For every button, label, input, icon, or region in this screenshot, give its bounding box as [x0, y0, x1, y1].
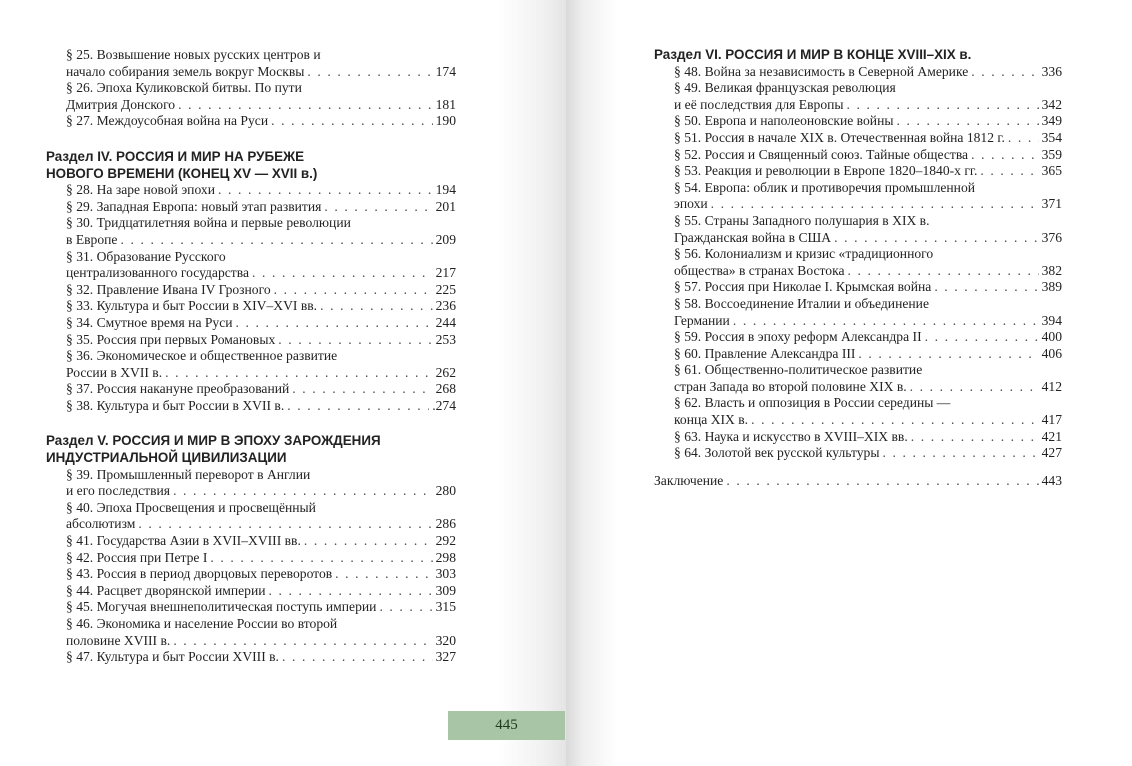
toc-entry [654, 296, 1062, 329]
conclusion-page-number: 443 [1041, 472, 1062, 488]
dot-leader [711, 196, 1039, 213]
section-heading-line: Раздел VI. РОССИЯ И МИР В КОНЦЕ XVIII–XIX в. [654, 47, 972, 62]
toc-entry [654, 429, 1062, 446]
toc-entry [654, 180, 1062, 213]
entry-last-line [66, 533, 456, 550]
dot-leader [178, 97, 433, 114]
dot-leader [304, 533, 433, 550]
entry-page-number: 349 [1041, 113, 1062, 129]
entry-page-number: 394 [1041, 312, 1062, 328]
dot-leader [292, 381, 432, 398]
section-heading [46, 433, 456, 466]
entry-last-line [674, 279, 1062, 296]
entry-page-number: 303 [435, 566, 456, 582]
entry-last-line [674, 113, 1062, 130]
dot-leader [848, 263, 1039, 280]
entry-page-number: 342 [1041, 96, 1062, 112]
entry-title-line: Дмитрия Донского [66, 96, 176, 112]
entry-last-line [66, 332, 456, 349]
entry-last-line [66, 182, 456, 199]
entry-page-number: 181 [435, 96, 456, 112]
entry-page-number: 268 [435, 381, 456, 397]
entry-last-line [674, 64, 1062, 81]
entry-last-line [66, 265, 456, 282]
toc-entry [654, 346, 1062, 363]
entry-title-line: § 58. Воссоединение Италии и объединение [674, 295, 929, 311]
entry-title-line: § 47. Культура и быт России XVIII в. [66, 649, 279, 665]
entry-page-number: 244 [435, 314, 456, 330]
section-heading [654, 47, 1062, 64]
entry-title-line: § 57. Россия при Николае I. Крымская война [674, 279, 932, 295]
toc-entry [654, 113, 1062, 130]
entry-page-number: 336 [1041, 63, 1062, 79]
entry-title-line: § 62. Власть и оппозиция в России середины — [674, 395, 951, 411]
entry-last-line [66, 113, 456, 130]
entry-page-number: .274 [432, 397, 456, 413]
entry-page-number: 376 [1041, 229, 1062, 245]
dot-leader [971, 147, 1039, 164]
toc-entry [46, 47, 456, 80]
right-toc [654, 47, 1062, 489]
dot-leader [173, 633, 432, 650]
entry-page-number: 217 [435, 265, 456, 281]
toc-entry [46, 315, 456, 332]
entry-title-line: России в XVII в. [66, 364, 163, 380]
entry-page-number: 194 [435, 182, 456, 198]
entry-title-line: § 52. Россия и Священный союз. Тайные общества [674, 146, 969, 162]
entry-last-line [66, 550, 456, 567]
entry-page-number: 236 [435, 298, 456, 314]
entry-page-number: 174 [435, 63, 456, 79]
dot-leader [335, 566, 432, 583]
entry-page-number: 365 [1041, 163, 1062, 179]
dot-leader [210, 550, 432, 567]
entry-page-number: 412 [1041, 378, 1062, 394]
entry-page-number: 292 [435, 533, 456, 549]
entry-last-line [66, 516, 456, 533]
entry-page-number: 371 [1041, 196, 1062, 212]
entry-title-line: § 56. Колониализм и кризис «традиционного [674, 246, 934, 262]
toc-entry [46, 282, 456, 299]
entry-last-line [66, 199, 456, 216]
entry-title-line: § 49. Великая французская революция [674, 80, 896, 96]
entry-last-line [66, 315, 456, 332]
entry-page-number: 327 [435, 649, 456, 665]
entry-title-line: § 27. Междоусобная война на Руси [66, 113, 269, 129]
dot-leader [287, 398, 429, 415]
entry-title-line: и её последствия для Европы [674, 96, 844, 112]
toc-entry [654, 130, 1062, 147]
entry-last-line [66, 483, 456, 500]
entry-page-number: 359 [1041, 146, 1062, 162]
left-toc [46, 47, 456, 666]
toc-entry [654, 147, 1062, 164]
entry-title-line: § 55. Страны Западного полушария в XIX в. [674, 212, 930, 228]
entry-last-line [66, 64, 456, 81]
dot-leader [858, 346, 1038, 363]
entry-title-line: в Европе [66, 231, 118, 247]
entry-title-line: § 63. Наука и искусство в XVIII–XIX вв. [674, 428, 908, 444]
entry-last-line [66, 566, 456, 583]
entry-title-line: § 45. Могучая внешнеполитическая поступь империи [66, 599, 377, 615]
entry-last-line [66, 381, 456, 398]
entry-title-line: эпохи [674, 196, 708, 212]
page-number-tab [448, 711, 565, 740]
entry-last-line [674, 346, 1062, 363]
toc-entry [46, 599, 456, 616]
entry-title-line: § 33. Культура и быт России в XIV–XVI вв. [66, 298, 318, 314]
dot-leader [236, 315, 433, 332]
toc-entry [654, 329, 1062, 346]
entry-last-line [674, 263, 1062, 280]
toc-entry [46, 199, 456, 216]
dot-leader [726, 473, 1038, 490]
entry-page-number: 280 [435, 483, 456, 499]
entry-title-line: Гражданская война в США [674, 229, 832, 245]
toc-entry [46, 500, 456, 533]
entry-title-line: § 48. Война за независимость в Северной Америке [674, 63, 969, 79]
section-heading-line: Раздел V. РОССИЯ И МИР В ЭПОХУ ЗАРОЖДЕНИЯ [46, 433, 381, 449]
dot-leader [165, 365, 433, 382]
entry-last-line [66, 633, 456, 650]
entry-title-line: конца XIX в. [674, 412, 749, 428]
toc-entry [46, 80, 456, 113]
entry-title-line: § 35. Россия при первых Романовых [66, 331, 276, 347]
toc-entry [654, 279, 1062, 296]
entry-last-line [66, 398, 456, 415]
dot-leader [271, 113, 433, 130]
toc-entry [46, 249, 456, 282]
toc-entry [654, 395, 1062, 428]
section-heading-line: НОВОГО ВРЕМЕНИ (КОНЕЦ XV — XVII в.) [46, 165, 318, 181]
entry-title-line: § 25. Возвышение новых русских центров и [66, 47, 321, 62]
entry-page-number: 298 [435, 549, 456, 565]
entry-page-number: 389 [1041, 279, 1062, 295]
dot-leader [882, 445, 1038, 462]
entry-page-number: 225 [435, 281, 456, 297]
toc-entry [46, 533, 456, 550]
entry-title-line: § 59. Россия в эпоху реформ Александра II [674, 329, 922, 345]
entry-last-line [674, 196, 1062, 213]
entry-title-line: § 51. Россия в начале XIX в. Отечественная война 1812 г. [674, 129, 1005, 145]
entry-title-line: § 34. Смутное время на Руси [66, 314, 233, 330]
entry-last-line [66, 583, 456, 600]
entry-title-line: § 43. Россия в период дворцовых переворотов [66, 566, 333, 582]
entry-title-line: § 39. Промышленный переворот в Англии [66, 466, 311, 482]
entry-title-line: § 26. Эпоха Куликовской битвы. По пути [66, 80, 302, 96]
entry-last-line [674, 97, 1062, 114]
entry-title-line: централизованного государства [66, 265, 249, 281]
entry-last-line [66, 365, 456, 382]
toc-entry [654, 163, 1062, 180]
dot-leader [733, 313, 1039, 330]
entry-last-line [66, 97, 456, 114]
entry-last-line [66, 599, 456, 616]
entry-last-line [674, 329, 1062, 346]
dot-leader [834, 230, 1039, 247]
entry-title-line: § 31. Образование Русского [66, 248, 226, 264]
dot-leader [278, 332, 432, 349]
toc-entry [654, 64, 1062, 81]
entry-title-line: Германии [674, 312, 730, 328]
entry-title-line: общества» в странах Востока [674, 262, 845, 278]
toc-entry [46, 182, 456, 199]
entry-title-line: § 42. Россия при Петре I [66, 549, 208, 565]
toc-entry [46, 298, 456, 315]
section-heading [46, 149, 456, 182]
entry-title-line: § 46. Экономика и население России во второй [66, 616, 338, 631]
entry-page-number: 406 [1041, 345, 1062, 361]
entry-title-line: § 28. На заре новой эпохи [66, 182, 215, 198]
toc-entry [46, 649, 456, 666]
toc-entry [46, 616, 456, 649]
toc-entry [46, 467, 456, 500]
entry-page-number: 286 [435, 516, 456, 532]
entry-title-line: абсолютизм [66, 516, 136, 532]
entry-page-number: 427 [1041, 445, 1062, 461]
dot-leader [934, 279, 1038, 296]
entry-title-line: § 61. Общественно-политическое развитие [674, 362, 923, 378]
toc-entry [654, 213, 1062, 246]
toc-entry [654, 246, 1062, 279]
entry-page-number: 315 [435, 599, 456, 615]
entry-title-line: § 37. Россия накануне преобразований [66, 381, 290, 397]
dot-leader [751, 412, 1039, 429]
entry-title-line: § 30. Тридцатилетняя война и первые революции [66, 215, 351, 231]
toc-entry [46, 398, 456, 415]
toc-entry [46, 332, 456, 349]
dot-leader [379, 599, 432, 616]
entry-title-line: половине XVIII в. [66, 632, 171, 648]
entry-title-line: § 41. Государства Азии в XVII–XVIII вв. [66, 533, 301, 549]
entry-title-line: начало собирания земель вокруг Москвы [66, 63, 305, 79]
entry-last-line [674, 445, 1062, 462]
entry-page-number: 190 [435, 113, 456, 129]
dot-leader [910, 379, 1039, 396]
entry-title-line: § 32. Правление Ивана IV Грозного [66, 281, 271, 297]
entry-title-line: § 64. Золотой век русской культуры [674, 445, 880, 461]
entry-page-number: 253 [435, 331, 456, 347]
toc-entry [46, 348, 456, 381]
entry-title-line: и его последствия [66, 483, 171, 499]
toc-entry [654, 445, 1062, 462]
dot-leader [980, 163, 1038, 180]
dot-leader [971, 64, 1038, 81]
dot-leader [218, 182, 433, 199]
entry-page-number: 320 [435, 632, 456, 648]
entry-title-line: § 29. Западная Европа: новый этап развития [66, 198, 322, 214]
entry-page-number: 417 [1041, 412, 1062, 428]
dot-leader [925, 329, 1039, 346]
toc-entry [46, 215, 456, 248]
section-heading-line: ИНДУСТРИАЛЬНОЙ ЦИВИЛИЗАЦИИ [46, 450, 287, 466]
section-heading-line: Раздел IV. РОССИЯ И МИР НА РУБЕЖЕ [46, 148, 305, 164]
toc-entry [46, 550, 456, 567]
entry-title-line: § 54. Европа: облик и противоречия промышленной [674, 179, 976, 195]
dot-leader [896, 113, 1038, 130]
entry-title-line: § 38. Культура и быт России в XVII в. [66, 397, 285, 413]
dot-leader [252, 265, 433, 282]
toc-entry [46, 381, 456, 398]
entry-title-line: § 60. Правление Александра III [674, 345, 856, 361]
entry-page-number: 354 [1041, 129, 1062, 145]
entry-title-line: § 40. Эпоха Просвещения и просвещённый [66, 499, 316, 515]
entry-page-number: 382 [1041, 262, 1062, 278]
entry-last-line [674, 379, 1062, 396]
dot-leader [911, 429, 1039, 446]
dot-leader [324, 199, 432, 216]
dot-leader [173, 483, 433, 500]
dot-leader [307, 64, 432, 81]
conclusion-entry [654, 473, 1062, 490]
right-page [566, 0, 1132, 766]
toc-entry [654, 362, 1062, 395]
dot-leader [1008, 130, 1039, 147]
toc-entry [46, 566, 456, 583]
dot-leader [138, 516, 432, 533]
dot-leader [847, 97, 1039, 114]
entry-last-line [66, 232, 456, 249]
entry-page-number: 201 [435, 198, 456, 214]
entry-last-line [674, 313, 1062, 330]
entry-title-line: § 53. Реакция и революции в Европе 1820–1840-х гг. [674, 163, 978, 179]
toc-entry [654, 80, 1062, 113]
entry-title-line: стран Запада во второй половине XIX в. [674, 378, 907, 394]
dot-leader [269, 583, 433, 600]
conclusion-label: Заключение [654, 472, 724, 488]
entry-title-line: § 50. Европа и наполеоновские войны [674, 113, 894, 129]
page-number: 445 [495, 717, 518, 733]
entry-last-line [674, 147, 1062, 164]
entry-page-number: 309 [435, 582, 456, 598]
entry-last-line [66, 298, 456, 315]
entry-title-line: § 36. Экономическое и общественное развитие [66, 348, 338, 364]
entry-last-line [66, 282, 456, 299]
entry-last-line [66, 649, 456, 666]
entry-page-number: 421 [1041, 428, 1062, 444]
dot-leader [120, 232, 432, 249]
toc-entry [46, 583, 456, 600]
entry-page-number: 209 [435, 231, 456, 247]
entry-last-line [674, 163, 1062, 180]
entry-last-line [674, 230, 1062, 247]
entry-last-line [654, 473, 1062, 490]
entry-page-number: 262 [435, 364, 456, 380]
dot-leader [274, 282, 433, 299]
entry-last-line [674, 412, 1062, 429]
toc-entry [46, 113, 456, 130]
entry-last-line [674, 130, 1062, 147]
dot-leader [320, 298, 433, 315]
entry-title-line: § 44. Расцвет дворянской империи [66, 582, 266, 598]
entry-last-line [674, 429, 1062, 446]
dot-leader [282, 649, 433, 666]
entry-page-number: 400 [1041, 329, 1062, 345]
